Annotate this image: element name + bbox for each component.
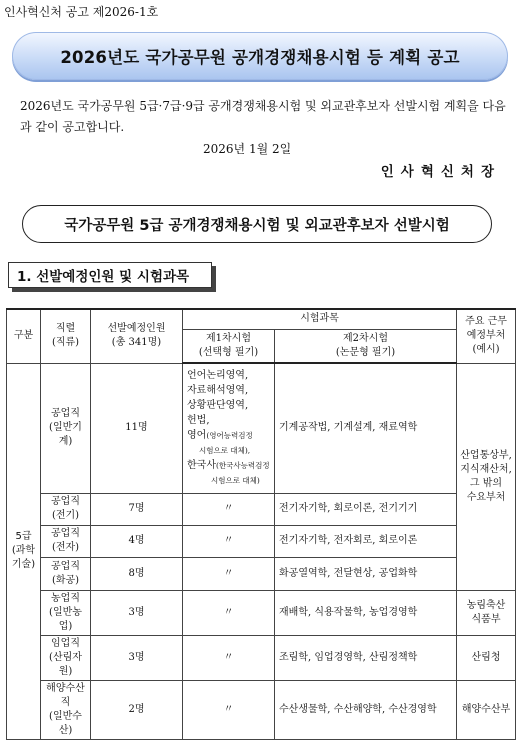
table-row — [7, 680, 516, 739]
job-cell: 해양수산직 (일반수산) — [41, 680, 91, 739]
ditto-mark: 〃 — [183, 493, 275, 525]
count-cell: 3명 — [91, 590, 183, 635]
ditto-mark: 〃 — [183, 557, 275, 590]
header-division: 구분 — [7, 309, 41, 363]
grade-cell: 5급 (과학 기술) — [7, 363, 41, 739]
dept-cell: 해양수산부 — [457, 680, 516, 739]
job-cell: 공업직 (전기) — [41, 493, 91, 525]
job-cell: 농업직 (일반농업) — [41, 590, 91, 635]
job-cell: 공업직 (전자) — [41, 525, 91, 557]
job-cell: 공업직 (화공) — [41, 557, 91, 590]
sub-heading: 1. 선발예정인원 및 시험과목 — [17, 269, 190, 285]
first-subject-line — [187, 458, 272, 473]
job-cell: 임업직 (산림자원) — [41, 635, 91, 680]
header-job: 직렬 (직류) — [41, 309, 91, 363]
table-row — [7, 525, 516, 557]
ditto-mark: 〃 — [183, 680, 275, 739]
first-subject-line: 헌법, — [187, 415, 210, 427]
job-cell: 공업직 (일반기계) — [41, 363, 91, 493]
dept-cell: 산업통상부, 지식재산처, 그 밖의 수요부처 — [457, 363, 516, 590]
count-cell: 3명 — [91, 635, 183, 680]
title-banner — [12, 32, 508, 80]
count-cell: 7명 — [91, 493, 183, 525]
intro-paragraph: 2026년도 국가공무원 5급·7급·9급 공개경쟁채용시험 및 외교관후보자 선발시험 계획을 다음과 같이 공고합니다. — [20, 99, 506, 134]
second-exam-cell: 전기자기학, 회로이론, 전기기기 — [275, 493, 457, 525]
count-cell: 8명 — [91, 557, 183, 590]
table-row — [7, 590, 516, 635]
announcement-date: 2026년 1월 2일 — [203, 142, 292, 156]
dept-cell: 농림축산 식품부 — [457, 590, 516, 635]
notice-number: 인사혁신처 공고 제2026-1호 — [4, 5, 159, 19]
second-exam-cell: 재배학, 식용작물학, 농업경영학 — [275, 590, 457, 635]
first-subject-line: 언어논리영역, — [187, 370, 249, 382]
section-banner — [22, 205, 492, 243]
second-exam-cell: 전기자기학, 전자회로, 회로이론 — [275, 525, 457, 557]
ditto-mark: 〃 — [183, 590, 275, 635]
english-note-cont: 시험으로 대체), — [199, 446, 251, 456]
second-exam-cell: 기계공작법, 기계설계, 재료역학 — [275, 363, 457, 493]
header-planned: 선발예정인원 (총 341명) — [91, 309, 183, 363]
english-note: (영어능력검정 — [206, 431, 253, 441]
page-title: 2026년도 국가공무원 공개경쟁채용시험 등 계획 공고 — [60, 48, 460, 67]
dept-cell: 산림청 — [457, 635, 516, 680]
ditto-mark: 〃 — [183, 525, 275, 557]
first-exam-subjects — [183, 363, 275, 493]
header-second-exam: 제2차시험 (논문형 필기) — [275, 329, 457, 363]
ditto-mark: 〃 — [183, 635, 275, 680]
history-note-cont: 시험으로 대체) — [211, 476, 260, 486]
english-label: 영어 — [187, 430, 207, 442]
second-exam-cell: 조림학, 임업경영학, 산림정책학 — [275, 635, 457, 680]
history-note: (한국사능력검정 — [215, 461, 270, 471]
first-subject-line: 자료해석영역, — [187, 385, 249, 397]
recruitment-table — [6, 308, 516, 740]
first-subject-line — [187, 428, 272, 443]
section-title: 국가공무원 5급 공개경쟁채용시험 및 외교관후보자 선발시험 — [64, 217, 450, 234]
table-row — [7, 635, 516, 680]
count-cell: 11명 — [91, 363, 183, 493]
count-cell: 2명 — [91, 680, 183, 739]
header-first-exam: 제1차시험 (선택형 필기) — [183, 329, 275, 363]
header-subjects: 시험과목 — [183, 309, 457, 329]
second-exam-cell: 수산생물학, 수산해양학, 수산경영학 — [275, 680, 457, 739]
first-subject-line: 상황판단영역, — [187, 400, 249, 412]
second-exam-cell: 화공열역학, 전달현상, 공업화학 — [275, 557, 457, 590]
header-dept: 주요 근무 예정부처 (예시) — [457, 309, 516, 363]
issuer-name: 인사혁신처장 — [380, 164, 501, 180]
table-row — [7, 557, 516, 590]
history-label: 한국사 — [187, 460, 216, 472]
count-cell: 4명 — [91, 525, 183, 557]
table-row — [7, 493, 516, 525]
sub-heading-box — [8, 262, 212, 288]
table-row — [7, 363, 516, 493]
